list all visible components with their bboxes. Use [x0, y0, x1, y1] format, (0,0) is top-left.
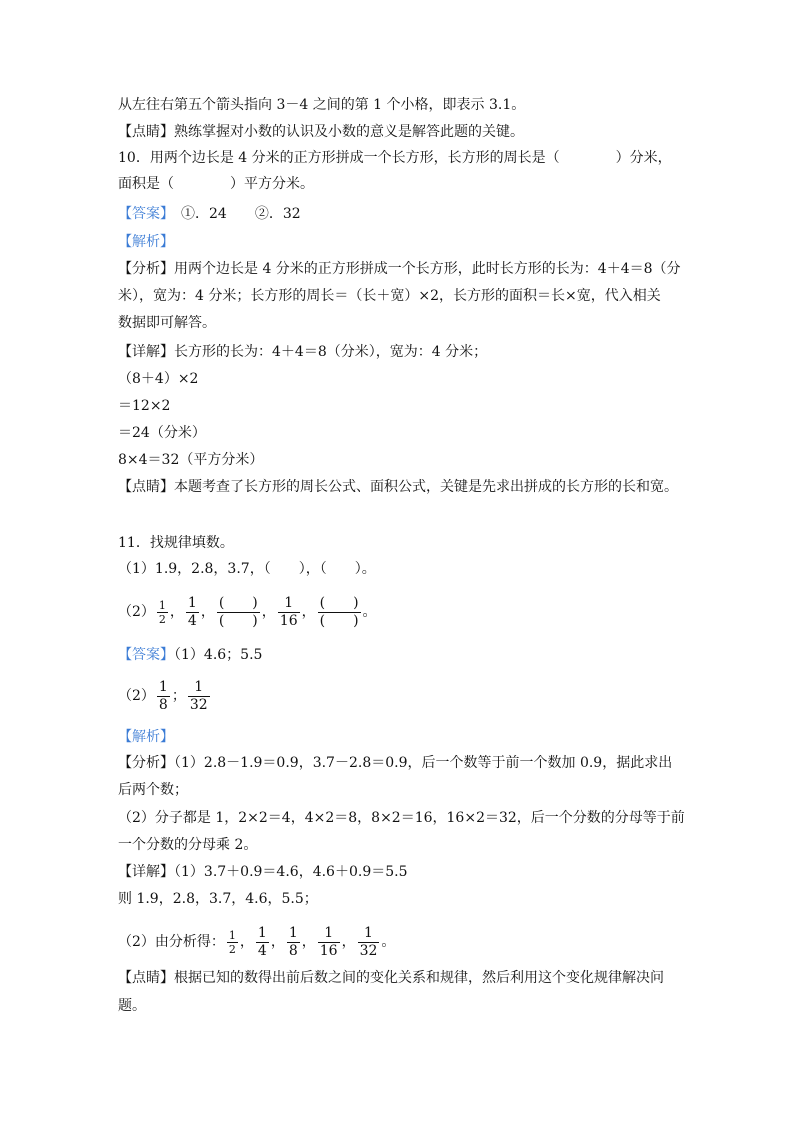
fraction — [186, 595, 199, 630]
analysis-sub-tag: 【分析】 — [118, 261, 174, 277]
calc-line: ＝24（分米） — [118, 425, 206, 441]
period: 。 — [362, 604, 377, 620]
numerator: 1 — [187, 594, 197, 611]
answer-text: （1）4.6；5.5 — [174, 647, 263, 663]
question-10-line-2: 面积是（ ）平方分米。 — [118, 176, 314, 192]
calc-line: （8＋4）×2 — [118, 371, 199, 387]
denominator-blank: ( ) — [319, 612, 359, 629]
analysis-line-4: 一个分数的分母乘 2。 — [118, 837, 258, 853]
comma: ， — [239, 934, 254, 950]
analysis-text: （1）2.8－1.9＝0.9，3.7－2.8＝0.9，后一个数等于前一个数加 0.9，据此求出 — [174, 755, 673, 771]
answer-line — [118, 203, 301, 225]
detail-tag: 【详解】 — [118, 864, 174, 880]
comma: ， — [301, 604, 316, 620]
detail-part-2 — [118, 922, 395, 962]
fraction — [318, 925, 340, 960]
analysis-line-2: 米），宽为：4 分米；长方形的周长＝（长＋宽）×2，长方形的面积＝长×宽，代入相关 — [118, 288, 661, 304]
key-point-tag: 【点睛】 — [118, 479, 174, 495]
numerator-blank: ( ) — [218, 594, 258, 611]
detail-text: 长方形的长为：4＋4＝8（分米），宽为：4 分米； — [174, 344, 488, 360]
analysis-tag: 【解析】 — [118, 234, 174, 250]
denominator: 8 — [288, 942, 298, 959]
denominator: 32 — [189, 696, 208, 713]
fraction — [157, 679, 170, 714]
comma: ， — [169, 604, 184, 620]
denominator: 4 — [187, 612, 197, 629]
key-point-line — [118, 121, 524, 143]
fraction-blank — [318, 595, 361, 630]
numerator: 1 — [194, 678, 204, 695]
text-line: 从左往右第五个箭头指向 3－4 之间的第 1 个小格，即表示 3.1。 — [118, 97, 526, 113]
answer-line — [118, 644, 262, 666]
fraction — [227, 929, 238, 956]
answer-text: ①．24 ②．32 — [167, 206, 301, 222]
numerator-blank: ( ) — [319, 594, 359, 611]
analysis-text: 用两个边长是 4 分米的正方形拼成一个长方形，此时长方形的长为：4＋4＝8（分 — [174, 261, 681, 277]
comma: ， — [270, 934, 285, 950]
fraction — [256, 925, 269, 960]
part-prefix: （2）由分析得： — [118, 934, 225, 950]
numerator: 1 — [284, 594, 294, 611]
analysis-sub-tag: 【分析】 — [118, 755, 174, 771]
analysis-line-1 — [118, 752, 672, 774]
numerator: 1 — [228, 928, 236, 942]
numerator: 1 — [158, 678, 168, 695]
answer-tag: 【答案】 — [118, 206, 167, 222]
calc-line: ＝12×2 — [118, 398, 171, 414]
question-11-title: 11．找规律填数。 — [118, 535, 234, 551]
numerator: 1 — [288, 924, 298, 941]
key-point-line-2: 题。 — [118, 998, 146, 1014]
comma: ， — [341, 934, 356, 950]
comma: ， — [200, 604, 215, 620]
denominator: 32 — [359, 942, 378, 959]
period: 。 — [381, 934, 396, 950]
detail-line — [118, 341, 487, 363]
analysis-tag: 【解析】 — [118, 729, 174, 745]
numerator: 1 — [364, 924, 373, 941]
fraction — [157, 599, 168, 626]
calc-line: 8×4＝32（平方分米） — [118, 452, 264, 468]
key-point-text: 根据已知的数得出前后数之间的变化关系和规律，然后利用这个变化规律解决问 — [174, 970, 664, 986]
part-prefix: （2） — [118, 604, 155, 620]
fraction — [358, 925, 380, 960]
denominator: 2 — [228, 942, 236, 956]
question-11-part-1: （1）1.9，2.8，3.7，（ ），（ ）。 — [118, 561, 376, 577]
numerator: 1 — [324, 924, 334, 941]
comma: ， — [261, 604, 276, 620]
comma: ， — [301, 934, 316, 950]
numerator: 1 — [158, 598, 166, 612]
fraction — [287, 925, 300, 960]
detail-text: （1）3.7＋0.9＝4.6，4.6＋0.9＝5.5 — [174, 864, 408, 880]
denominator: 2 — [158, 612, 166, 626]
analysis-line-3: 数据即可解答。 — [118, 315, 216, 331]
denominator-blank: ( ) — [218, 612, 258, 629]
key-point-tag: 【点睛】 — [118, 124, 174, 140]
detail-line — [118, 861, 408, 883]
key-point-line — [118, 476, 678, 498]
key-point-text: 本题考查了长方形的周长公式、面积公式，关键是先求出拼成的长方形的长和宽。 — [174, 479, 678, 495]
denominator: 16 — [279, 612, 298, 629]
fraction-blank — [217, 595, 260, 630]
answer-part-2 — [118, 676, 212, 716]
question-11-part-2 — [118, 592, 377, 632]
detail-tag: 【详解】 — [118, 344, 174, 360]
question-10-line-1: 10．用两个边长是 4 分米的正方形拼成一个长方形，长方形的周长是（ ）分米， — [118, 150, 672, 166]
denominator: 4 — [257, 942, 267, 959]
part-prefix: （2） — [118, 688, 155, 704]
fraction — [278, 595, 300, 630]
analysis-line-3: （2）分子都是 1，2×2＝4，4×2＝8，8×2＝16，16×2＝32，后一个分数的分母等于前 — [118, 810, 685, 826]
detail-line-2: 则 1.9，2.8，3.7，4.6，5.5； — [118, 891, 318, 907]
analysis-line-1 — [118, 258, 681, 280]
numerator: 1 — [257, 924, 267, 941]
answer-tag: 【答案】 — [118, 647, 174, 663]
fraction — [188, 679, 210, 714]
key-point-text: 熟练掌握对小数的认识及小数的意义是解答此题的关键。 — [174, 124, 524, 140]
denominator: 8 — [158, 696, 168, 713]
denominator: 16 — [319, 942, 338, 959]
semicolon: ； — [171, 688, 186, 704]
analysis-line-2: 后两个数； — [118, 782, 188, 798]
key-point-tag: 【点睛】 — [118, 970, 174, 986]
key-point-line — [118, 967, 664, 989]
